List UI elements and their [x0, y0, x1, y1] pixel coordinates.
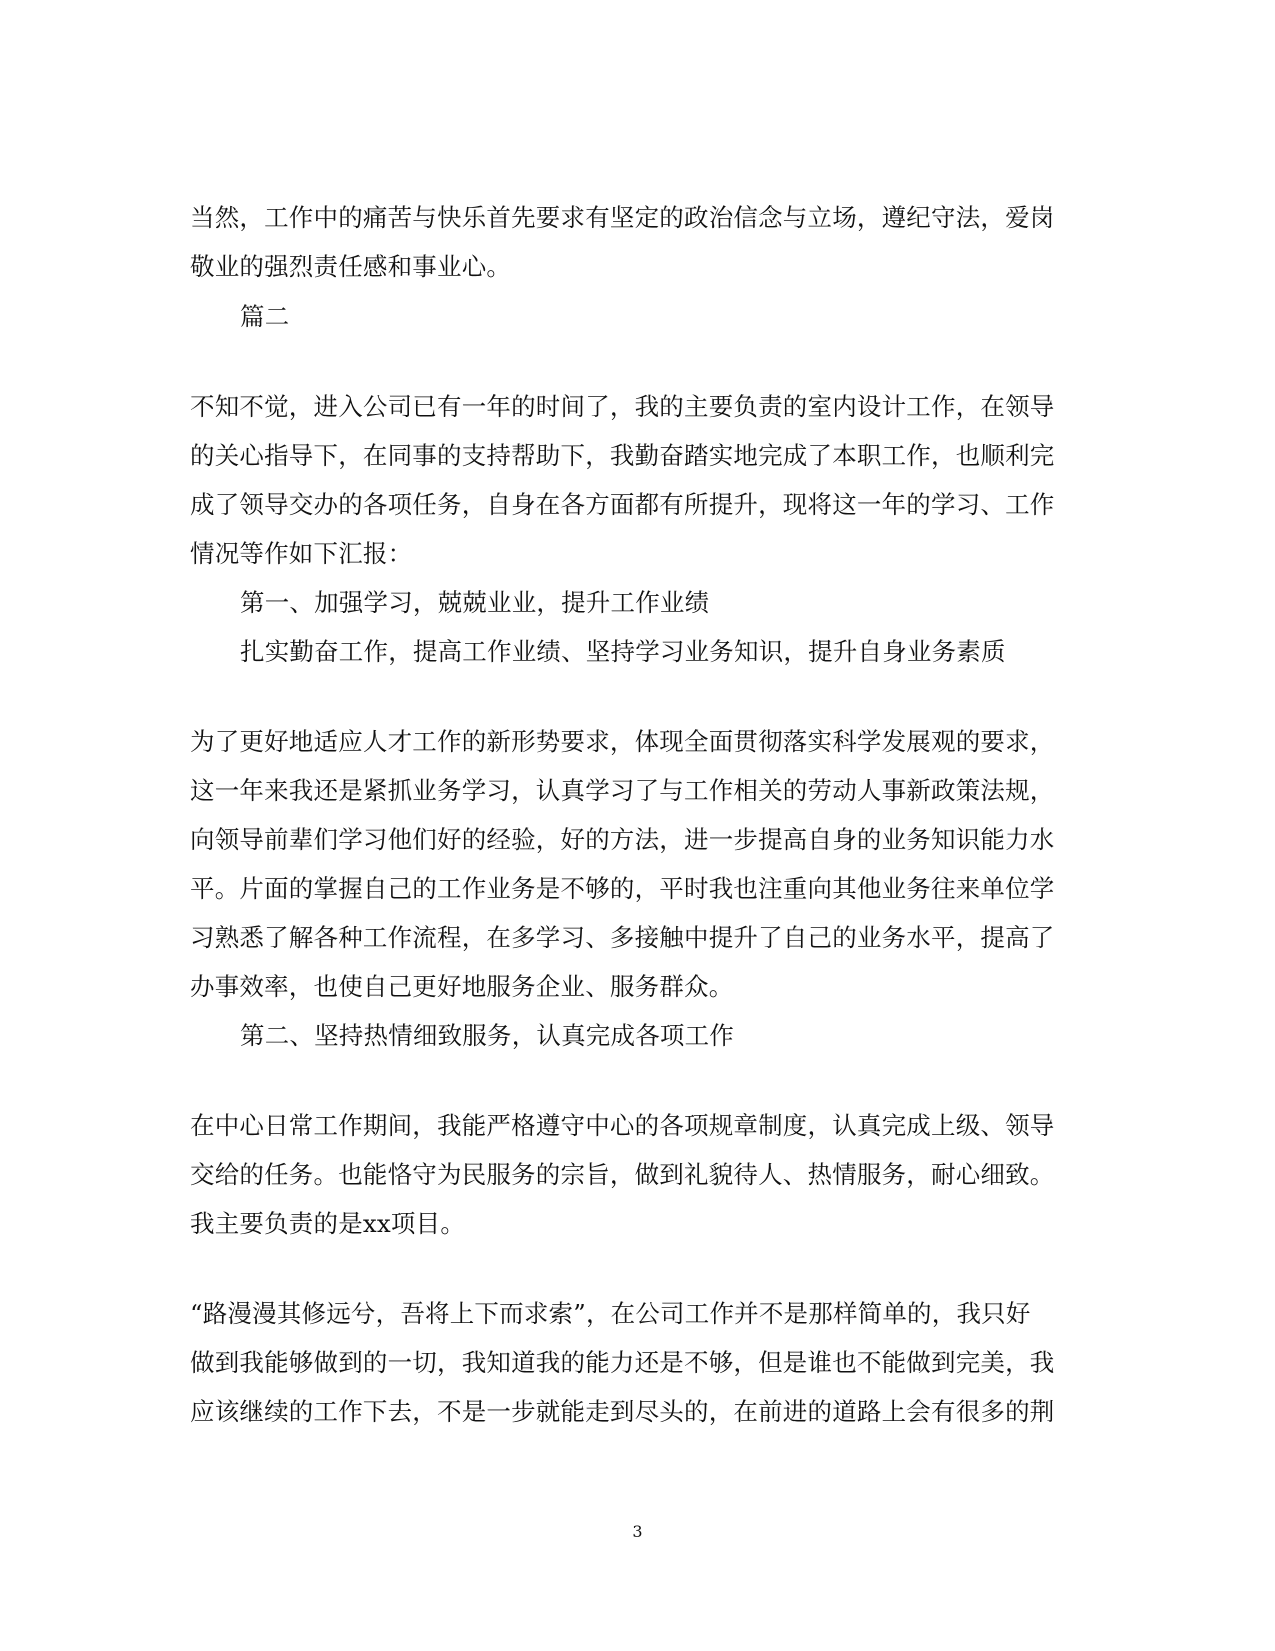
- text-line: 成了领导交办的各项任务，自身在各方面都有所提升，现将这一年的学习、工作: [190, 490, 1055, 519]
- text-line: 平。片面的掌握自己的工作业务是不够的，平时我也注重向其他业务往来单位学: [190, 874, 1055, 903]
- text-line: 习熟悉了解各种工作流程，在多学习、多接触中提升了自己的业务水平，提高了: [190, 923, 1055, 952]
- subheading: 第二、坚持热情细致服务，认真完成各项工作: [240, 1021, 734, 1050]
- text-line: 当然，工作中的痛苦与快乐首先要求有坚定的政治信念与立场，遵纪守法，爱岗: [190, 203, 1055, 232]
- section-heading: 篇二: [240, 302, 290, 331]
- text-line: 为了更好地适应人才工作的新形势要求，体现全面贯彻落实科学发展观的要求，: [190, 727, 1055, 756]
- text-line: 办事效率，也使自己更好地服务企业、服务群众。: [190, 972, 734, 1001]
- text-line: “路漫漫其修远兮，吾将上下而求索”，在公司工作并不是那样简单的，我只好: [190, 1299, 1031, 1328]
- text-line: 敬业的强烈责任感和事业心。: [190, 252, 512, 281]
- text-line: 在中心日常工作期间，我能严格遵守中心的各项规章制度，认真完成上级、领导: [190, 1111, 1055, 1140]
- text-line: 做到我能够做到的一切，我知道我的能力还是不够，但是谁也不能做到完美，我: [190, 1348, 1055, 1377]
- text-line: 交给的任务。也能恪守为民服务的宗旨，做到礼貌待人、热情服务，耐心细致。: [190, 1160, 1055, 1189]
- text-line: 向领导前辈们学习他们好的经验，好的方法，进一步提高自身的业务知识能力水: [190, 825, 1055, 854]
- text-line: 不知不觉，进入公司已有一年的时间了，我的主要负责的室内设计工作，在领导: [190, 392, 1055, 421]
- text-line: 情况等作如下汇报：: [190, 539, 413, 568]
- text-line: 我主要负责的是xx项目。: [190, 1209, 466, 1238]
- subheading: 第一、加强学习，兢兢业业，提升工作业绩: [240, 588, 710, 617]
- text-line: 应该继续的工作下去，不是一步就能走到尽头的，在前进的道路上会有很多的荆: [190, 1397, 1055, 1426]
- text-line: 这一年来我还是紧抓业务学习，认真学习了与工作相关的劳动人事新政策法规，: [190, 776, 1055, 805]
- subheading: 扎实勤奋工作，提高工作业绩、坚持学习业务知识，提升自身业务素质: [240, 637, 1006, 666]
- text-line: 的关心指导下，在同事的支持帮助下，我勤奋踏实地完成了本职工作，也顺利完: [190, 441, 1055, 470]
- page-number: 3: [632, 1522, 643, 1541]
